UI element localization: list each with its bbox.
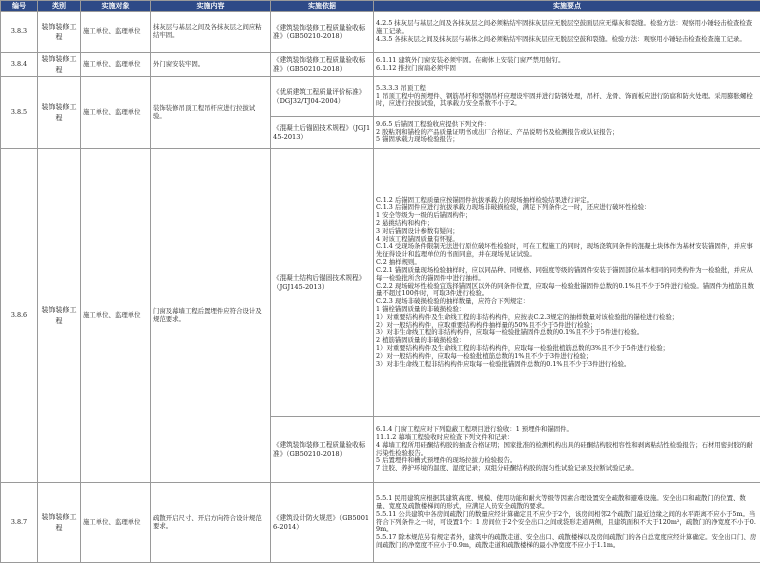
row-points <box>374 77 760 117</box>
row-no: 3.8.4 <box>1 53 38 77</box>
table-row <box>1 53 760 77</box>
point-line: 5.5.11 公共建筑中各房间疏散门的数量应经计算确定且不应少于2个，该房间相邻2个疏散门最近边缘之间的水平距离不应小于5m。当符合下列条件之一时，可设置1个：1 房间位于2个安全出口之间或袋形走道两侧，且建筑面积不大于120m²，疏散门的净宽度不小于0.9m。 <box>376 509 756 534</box>
row-points <box>374 53 760 77</box>
row-object: 施工单位、监理单位 <box>81 53 151 77</box>
table-row <box>1 149 760 417</box>
row-points <box>374 117 760 149</box>
row-basis: 《建筑装饰装修工程质量验收标准》（GB50210-2018） <box>271 417 374 483</box>
table-row <box>1 12 760 53</box>
row-content: 门窗及幕墙工程后置埋件应符合设计及规范要求。 <box>151 149 271 483</box>
point-line: C.1.2 后锚固工程质量应按锚固件抗拔承载力的现场抽样检验结果进行评定。 <box>376 195 593 204</box>
point-line: 4 对该工程锚固质量有怀疑。 <box>376 234 459 243</box>
row-object: 施工单位、监理单位 <box>81 77 151 149</box>
point-line: 4.2.5 抹灰层与基层之间及各抹灰层之间必须粘结牢固抹灰层应无脱层空鼓面层应无爆灰和裂缝。检验方法：观察用小锤轻击检查检查施工记录。 <box>376 19 753 36</box>
row-category: 装饰装修工程 <box>38 12 81 53</box>
row-points <box>374 12 760 53</box>
point-line: 3）对非生命线工程非结构构件应取每一检验批锚固件总数的0.1%且不少于3件进行检验。 <box>376 359 631 368</box>
row-no: 3.8.6 <box>1 149 38 483</box>
point-line: C.2 抽样规则。 <box>376 258 421 267</box>
point-line: 5.5.17 除本规范另有规定者外，建筑中的疏散走道、安全出口、疏散楼梯以及房间疏散门的各自总宽度应经计算确定。安全出口门、房间疏散门的净宽度不应小于0.9m，疏散走道和疏散楼梯的最小净宽度不应小于1.1m。 <box>376 533 757 550</box>
row-category: 装饰装修工程 <box>38 149 81 483</box>
point-line: 4.3.5 各抹灰层之间及抹灰层与基体之间必须粘结牢固抹灰层应无脱层空鼓和裂缝。检验方法：观察用小锤轻击检查检查施工记录。 <box>376 34 746 43</box>
header-points: 实施要点 <box>374 1 760 12</box>
row-content: 装饰装修吊顶工程吊杆应进行拉拔试验。 <box>151 77 271 149</box>
row-category: 装饰装修工程 <box>38 77 81 149</box>
row-points <box>374 417 760 483</box>
point-line: 6.1.11 建筑外门窗安装必须牢固。在砌体上安装门窗严禁用射钉。 <box>376 55 565 64</box>
point-line: 5.5.1 民用建筑应根据其建筑高度、规模、使用功能和耐火等级等因素合理设置安全疏散和避难设施。安全出口和疏散门的位置、数量、宽度及疏散楼梯间的形式，应满足人员安全疏散的要求。 <box>376 494 746 510</box>
point-line: 5 后置埋件和槽式预埋件的现场拉拔力检验报告。 <box>376 456 517 465</box>
row-category: 装饰装修工程 <box>38 483 81 563</box>
point-line: 3 对后锚固设计参数有疑问； <box>376 226 459 235</box>
point-line: 5 锚固承载力现场检验报告； <box>376 135 459 144</box>
point-line: 1 锚栓锚固质量的非破损检验： <box>376 304 466 313</box>
point-line: 3）对非生命线工程的非结构构件，应取每一检验批锚固件总数的0.1%且不少于5件进行检验。 <box>376 328 644 337</box>
row-basis: 《混凝土结构后锚固技术规程》（JGJ145-2013） <box>271 149 374 417</box>
header-category: 类别 <box>38 1 81 12</box>
row-basis: 《混凝土后锚固技术规程》（JGJ145-2013） <box>271 117 374 149</box>
row-content: 抹灰层与基层之间及各抹灰层之间应粘结牢固。 <box>151 12 271 53</box>
row-no: 3.8.7 <box>1 483 38 563</box>
point-line: C.2.3 现场非破损检验的抽样数量，应符合下列规定： <box>376 297 530 306</box>
row-basis: 《建筑设计防火规范》（GB50016-2014） <box>271 483 374 563</box>
row-category: 装饰装修工程 <box>38 53 81 77</box>
row-points <box>374 149 760 417</box>
point-line: 4 幕墙工程所用硅酮结构胶的抽查合格证明；国家批准的检测机构出具的硅酮结构胶相容性和剥离粘结性检验报告；石材用密封胶的耐污染性检验报告。 <box>376 440 753 457</box>
table-row <box>1 77 760 117</box>
point-line: 9.6.5 后锚固工程验收应提供下列文件： <box>376 119 491 128</box>
point-line: 7 注胶、养护环境的温度、湿度记录；双组分硅酮结构胶的混匀性试验记录及拉断试验记录。 <box>376 464 638 473</box>
row-no: 3.8.3 <box>1 12 38 53</box>
point-line: C.1.3 后锚固件应进行抗拔承载力现场非破损检验，满足下列条件之一时，还应进行破坏性检验： <box>376 203 651 212</box>
row-content: 疏散开启尺寸、开启方向符合设计规范要求。 <box>151 483 271 563</box>
header-content: 实施内容 <box>151 1 271 12</box>
row-points <box>374 483 760 563</box>
point-line: 1 吊顶工程中的预埋件、钢筋吊杆和型钢吊杆应理设牢固并进行防锈处理，吊杆、龙骨、饰面板应进行防腐和防火处理。采用膨胀螺栓时，应进行拉拔试验，其承载力安全系数不小于2。 <box>376 91 753 108</box>
point-line: 11.1.2 幕墙工程验收时应检查下列文件和记录： <box>376 432 514 441</box>
point-line: 6.1.4 门窗工程应对下列隐蔽工程项目进行验收：1 预埋件和锚固件。 <box>376 425 573 434</box>
point-line: 2 植筋锚固质量的非破损检验： <box>376 336 466 345</box>
table-row <box>1 483 760 563</box>
header-row <box>1 1 760 12</box>
row-basis: 《建筑装饰装修工程质量验收标准》（GB50210-2018） <box>271 53 374 77</box>
point-line: C.2.1 锚固质量现场检验抽样时，应以同品种、同规格、同强度等级的锚固件安装于锚固部位基本相同的同类构件为一检验批，并应从每一检验批所含的锚固件中进行抽样。 <box>376 265 753 282</box>
point-line: 1 安全等级为一级的后锚固构件； <box>376 211 472 220</box>
point-line: 1）对重要结构构件及生命线工程的非结构构件，应取每一检验批植筋总数的3%且不少于5件进行检验； <box>376 344 670 352</box>
point-line: 6.1.12 推拉门窗扇必须牢固 <box>376 63 456 72</box>
point-line: 5.3.3.3 吊顶工程 <box>376 83 426 92</box>
header-basis: 实施依据 <box>271 1 374 12</box>
row-basis: 《建筑装饰装修工程质量验收标准》（GB50210-2018） <box>271 12 374 53</box>
point-line: 2 悬挑结构和构件； <box>376 219 434 227</box>
row-content: 外门窗安装牢固。 <box>151 53 271 77</box>
header-object: 实施对象 <box>81 1 151 12</box>
row-object: 施工单位、监理单位 <box>81 149 151 483</box>
point-line: C.2.2 现场破坏性检验宜选择锚固区以外的同条件位置，应取每一检验批锚固件总数的0.1%且不少于5件进行检验。锚固件为植筋且数量不超过100件时，可取3件进行检验。 <box>376 281 754 298</box>
point-line: 1）对重要结构构件及生命线工程的非结构构件，应按表C.2.3规定的抽样数量对该检验批的锚栓进行检验； <box>376 312 679 321</box>
point-line: C.1.4 受现场条件限制无法进行原位破坏性检验时，可在工程施工的同时，现场浇筑同条件的混凝土块体作为基材安装锚固件，并应事先征得设计和监理单位的书面同意，并在现场见证试验。 <box>376 242 753 259</box>
row-no: 3.8.5 <box>1 77 38 149</box>
row-basis: 《优质建筑工程质量评价标准》（DGJ32/TJ04-2004） <box>271 77 374 117</box>
point-line: 2）对一般结构构件，应取重要结构构件抽样量的50%且不少于5件进行检验； <box>376 320 597 329</box>
point-line: 2）对一般结构构件，应取每一检验批植筋总数的1%且不少于3件进行检验； <box>376 351 593 360</box>
header-no: 编号 <box>1 1 38 12</box>
row-object: 施工单位、监理单位 <box>81 483 151 563</box>
row-object: 施工单位、监理单位 <box>81 12 151 53</box>
point-line: 2 胶粘剂和锚栓的产品质量证明书或出厂合格证、产品说明书及检测报告或认证报告； <box>376 127 619 136</box>
